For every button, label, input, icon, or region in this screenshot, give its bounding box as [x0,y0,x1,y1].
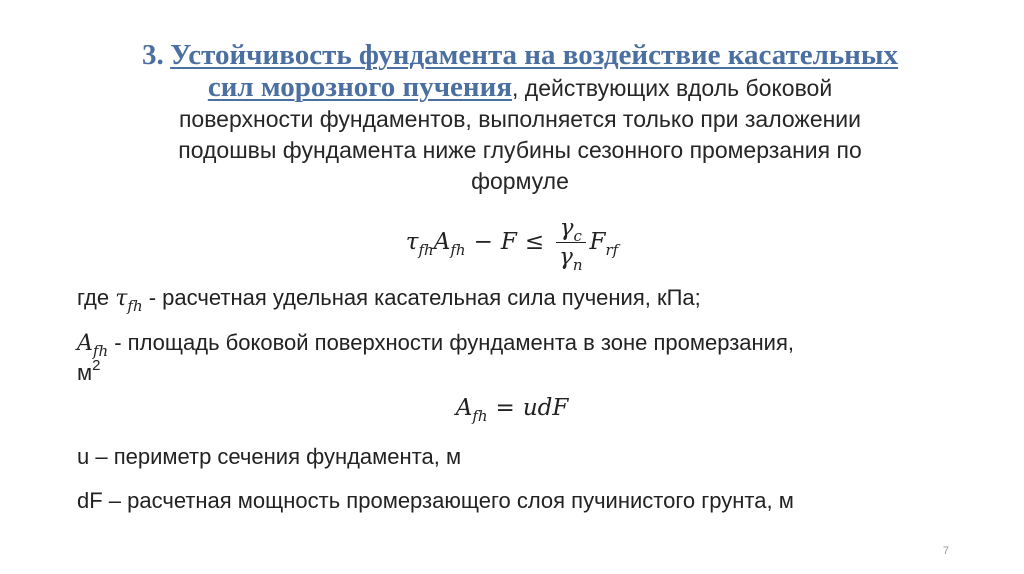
leq-operator: ≤ [524,229,545,255]
definition-afh-text: - площадь боковой поверхности фундамента в зоне промерзания, [108,330,794,355]
equals-operator: = [495,395,515,421]
area-rhs: udF [522,395,569,421]
formula-frf [589,229,619,259]
a-subscript: fh [450,241,466,259]
definition-afh [77,330,794,360]
area-lhs-subscript: fh [472,407,488,425]
a-symbol: A [433,229,451,255]
tau-subscript: fh [127,297,143,315]
section-title-part-2: сил морозного пучения [207,71,513,103]
formula-a [433,229,466,259]
definition-afh-unit [77,357,101,386]
formula-tau [405,229,434,259]
heading-line-1 [60,40,980,72]
heading-line-4: подошвы фундамента ниже глубины сезонного промерзания по [178,137,862,163]
gamma-n-subscript: n [572,255,583,274]
area-formula [0,395,1024,425]
area-lhs: A [455,395,473,421]
gamma-c-symbol: γ [559,214,574,241]
definition-tau-text: - расчетная удельная касательная сила пучения, кПа; [142,285,701,310]
heading-line-3: поверхности фундаментов, выполняется только при заложении [178,106,862,132]
definition-tau [77,285,701,315]
tau-symbol: τ [405,229,419,255]
page-number: 7 [942,545,949,557]
section-title-part-1: Устойчивость фундамента на воздействие касательных [170,39,899,71]
afh-symbol: A [77,331,93,356]
afh-unit: м [77,360,93,385]
minus-operator: − [473,229,493,255]
heading-continuation-1: , действующих вдоль боковой [512,75,833,101]
main-formula [0,208,1024,276]
tau-subscript: fh [418,241,434,259]
frf-symbol: F [589,229,606,255]
afh-subscript: fh [92,342,109,360]
frf-subscript: rf [605,241,619,259]
f-symbol: F [500,229,517,255]
definition-df: dF – расчетная мощность промерзающего слоя пучинистого грунта, м [77,488,794,513]
tau-symbol: τ [115,286,128,311]
section-number: 3. [141,39,164,71]
fraction-denominator [556,243,585,274]
heading-line-2 [60,72,980,104]
heading-line-5: формуле [471,168,569,194]
gamma-c-subscript: c [573,226,582,245]
definition-u: u – периметр сечения фундамента, м [77,444,462,469]
heading-block [60,40,980,197]
definition-prefix: где [77,285,116,310]
gamma-n-symbol: γ [559,243,573,270]
fraction-numerator [557,214,585,245]
gamma-fraction [556,214,585,274]
afh-unit-exponent: 2 [92,357,101,374]
